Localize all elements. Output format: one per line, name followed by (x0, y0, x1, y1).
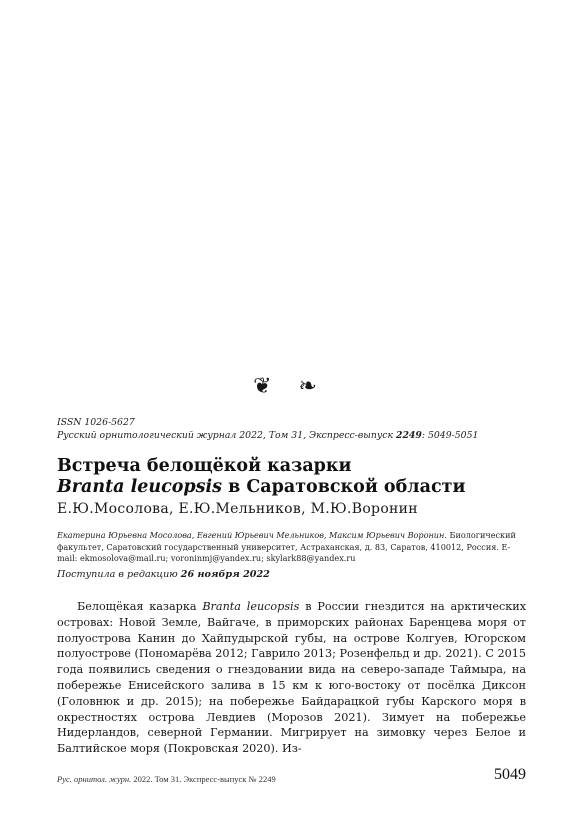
ornament-divider-icon (0, 374, 580, 399)
affiliation (57, 530, 527, 565)
species-name: Branta leucopsis (202, 600, 300, 613)
issue-number: 2249 (395, 430, 422, 441)
running-footer: Рус. орнитол. журн. 2022. Том 31. Экспресс-выпуск № 2249 (57, 774, 276, 784)
issn: ISSN 1026-5627 (57, 417, 135, 428)
left-flourish-icon: ❦ (253, 374, 282, 399)
right-flourish-icon: ❧ (298, 374, 327, 399)
page-number: 5049 (494, 766, 526, 783)
article-title: Встреча белощёкой казарки Branta leucopsis в Саратовской области (57, 456, 466, 497)
citation-line: Русский орнитологический журнал 2022, Том 31, Экспресс-выпуск 2249: 5049-5051 (57, 430, 479, 441)
authors: Е.Ю.Мосолова, Е.Ю.Мельников, М.Ю.Воронин (57, 501, 418, 517)
species-name: Branta leucopsis (57, 477, 223, 497)
journal-meta (57, 416, 527, 442)
received-date: Поступила в редакцию 26 ноября 2022 (57, 569, 270, 580)
author-full-names: Екатерина Юрьевна Мосолова, Евгений Юрьевич Мельников, Максим Юрьевич Воронин. (57, 530, 447, 540)
paragraph: Белощёкая казарка Branta leucopsis в России гнездится на арктических островах: Новой Земле, Вайгаче, в приморских районах Баренцева моря от полуострова Канин до Хайпудырской губы, на острове Колгуев, Югорском полуострове (Пономарёва 2012; Гаврило 2013; Розенфельд и др. 2021). С 2015 года появились сведения о гнездовании вида на северо-западе Таймыра, на побережье Енисейского залива в 15 км к юго-востоку от посёлка Диксон (Головнюк и др. 2015); на побережье Байдарацкой губы Карского моря в окрестностях острова Левдиев (Морозов 2021). Зимует на побережье Нидерландов, северной Германии. Мигрирует на зимовку через Белое и Балтийское моря (Покровская 2020). Из- (57, 600, 527, 756)
affiliation-address: Биологический факультет, Саратовский государственный университет, Астраханская, д. 83, Саратов, 410012, Россия. E-mail: ekmosolova@mail.ru; voroninmj@yandex.ru; skylark88@yandex.ru (57, 530, 516, 564)
body-text (57, 599, 526, 757)
